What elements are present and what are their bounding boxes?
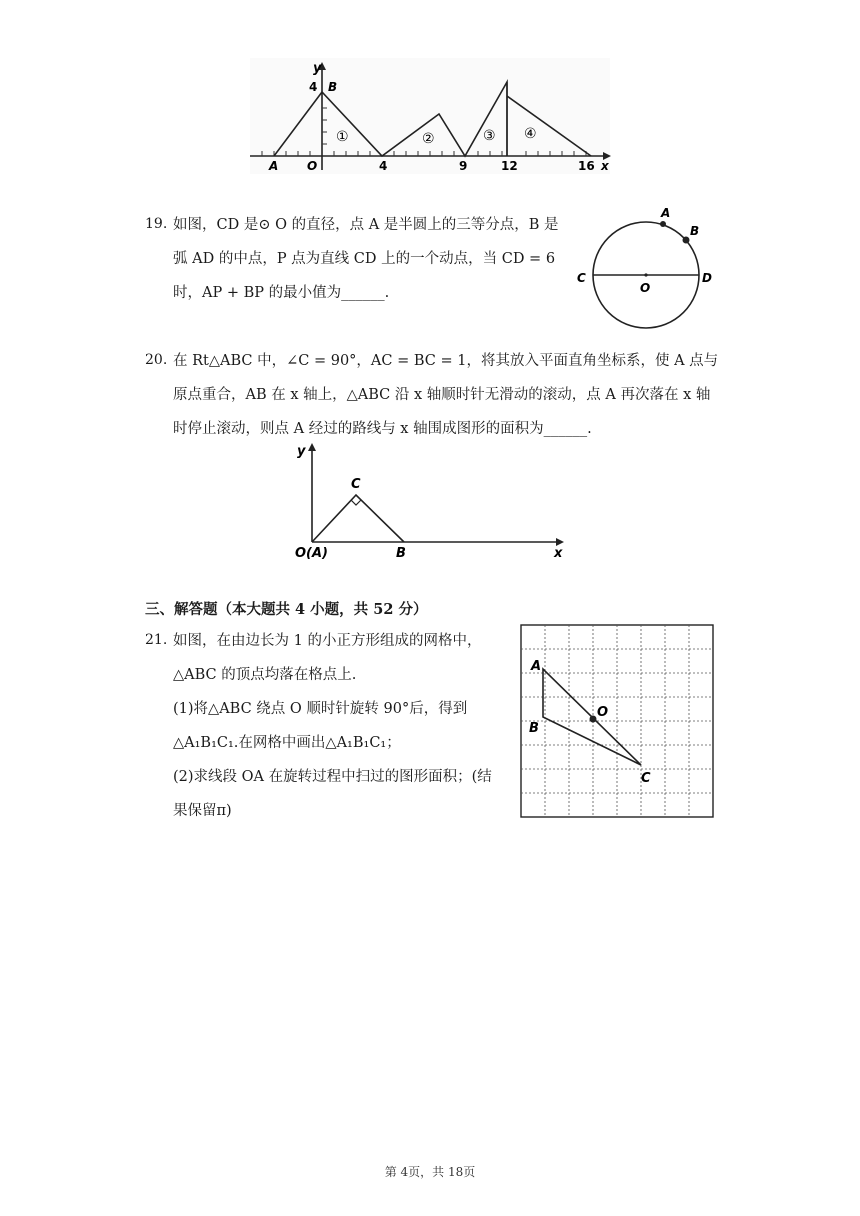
point-b-label: B <box>529 721 539 736</box>
q21-line-3: (1)将△ABC 绕点 O 顺时针旋转 90°后，得到 <box>173 701 468 717</box>
q20-number: 20. <box>145 352 168 368</box>
q20-triangle-figure <box>290 437 570 562</box>
q19-number: 19. <box>145 216 168 232</box>
x-tick-9: 9 <box>459 159 468 173</box>
point-c-label: C <box>351 477 361 492</box>
point-o-dot <box>590 716 597 723</box>
triangle-abc <box>312 495 404 542</box>
x-tick-16: 16 <box>578 159 595 173</box>
q21-line-5: (2)求线段 OA 在旋转过程中扫过的图形面积；(结 <box>173 769 492 785</box>
point-d-label: D <box>702 271 712 285</box>
x-label: x <box>554 546 563 561</box>
y-axis-arrow <box>308 443 316 451</box>
region-2: ② <box>422 131 435 147</box>
page-footer: 第 4页，共 18页 <box>384 1165 476 1179</box>
x-label: x <box>601 159 609 173</box>
point-a-label: A <box>269 159 279 173</box>
origin-label: O <box>307 159 318 173</box>
point-b-label: B <box>328 80 338 94</box>
q21-number: 21. <box>145 632 168 648</box>
point-a-label: A <box>531 659 542 674</box>
q21-line-2: △ABC 的顶点均落在格点上. <box>173 667 357 683</box>
q21-line-6: 果保留π) <box>173 803 232 819</box>
q19-line-3: 时，AP + BP 的最小值为______. <box>173 285 390 301</box>
q20-line-1: 在 Rt△ABC 中，∠C = 90°，AC = BC = 1，将其放入平面直角坐标系，使 A 点与 <box>173 353 719 369</box>
point-b-dot <box>683 237 690 244</box>
q20-line-2: 原点重合，AB 在 x 轴上，△ABC 沿 x 轴顺时针无滑动的滚动，点 A 再次落在 x 轴 <box>173 387 711 403</box>
q20-line-3: 时停止滚动，则点 A 经过的路线与 x 轴围成图形的面积为______. <box>173 421 592 437</box>
point-a-dot <box>660 221 666 227</box>
region-1: ① <box>336 129 349 145</box>
q21-line-1: 如图，在由边长为 1 的小正方形组成的网格中， <box>173 633 482 649</box>
y-label: y <box>313 61 322 76</box>
point-o-label: O <box>640 281 651 295</box>
origin-a-label: O(A) <box>295 546 328 561</box>
point-b-label: B <box>690 224 700 238</box>
q21-line-4: △A₁B₁C₁.在网格中画出△A₁B₁C₁； <box>173 735 401 751</box>
point-o-dot <box>644 273 647 276</box>
q21-grid-figure <box>520 624 714 818</box>
section-3-title: 三、解答题（本大题共 4 小题，共 52 分） <box>145 601 428 618</box>
x-tick-12: 12 <box>501 159 518 173</box>
y-label: y <box>297 444 306 459</box>
x-axis-arrow <box>556 538 564 546</box>
point-c-label: C <box>641 771 651 786</box>
y-four-label: 4 <box>309 80 318 94</box>
x-tick-4: 4 <box>379 159 388 173</box>
region-3: ③ <box>483 128 496 144</box>
region-4: ④ <box>524 126 537 142</box>
q18-figure <box>245 58 615 178</box>
point-c-label: C <box>577 271 586 285</box>
point-a-label: A <box>661 206 671 220</box>
q19-line-1: 如图，CD 是⊙ O 的直径，点 A 是半圆上的三等分点，B 是 <box>173 217 559 233</box>
q19-line-2: 弧 AD 的中点，P 点为直线 CD 上的一个动点，当 CD = 6 <box>173 251 556 267</box>
q19-circle-figure <box>572 202 722 332</box>
right-angle-mark <box>351 500 361 505</box>
point-o-label: O <box>597 705 609 720</box>
point-b-label: B <box>396 546 406 561</box>
